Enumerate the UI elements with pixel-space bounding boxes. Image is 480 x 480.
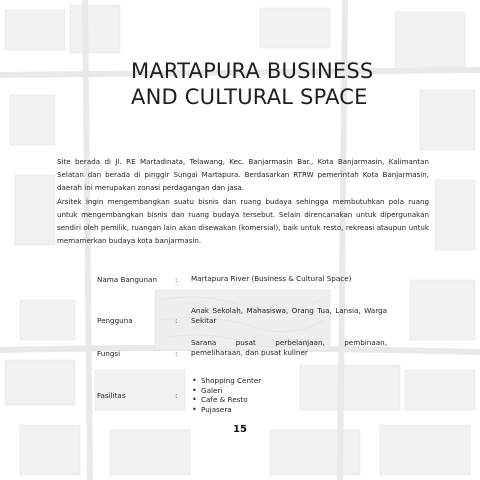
info-row-fungsi [97,338,387,358]
info-value: Anak Sekolah, Mahasiswa, Orang Tua, Lansia, Warga Sekitar [191,306,387,325]
info-value: Martapura River (Business & Cultural Space) [191,274,352,283]
info-row-fasilitas [97,376,387,414]
info-separator: : [175,390,178,400]
info-label: Nama Bangunan [97,274,157,284]
info-row-nama-bangunan [97,274,387,284]
facilities-list [191,376,387,414]
info-label: Fungsi [97,348,121,358]
facility-item: • Galeri [191,386,387,396]
info-separator: : [175,274,178,284]
facility-item: • Pujasera [191,405,387,415]
info-separator: : [175,315,178,325]
description-paragraph: Arsitek ingin mengembangkan suatu bisnis dan ruang budaya sehingga membutuhkan pola ruang untuk mengembangkan bisnis dan ruang budaya tersebut. Selain direncanakan untuk dipergunakan sendiri oleh pemilik, ruangan lain akan disewakan (komersial), baik untuk resto, rekreasi ataupun untuk memamerkan budaya kota banjarmasin. [57,196,429,246]
page-number: 15 [233,424,247,435]
info-separator: : [175,348,178,358]
site-description [57,155,429,247]
info-label: Pengguna [97,315,133,325]
page-title: MARTAPURA BUSINESS AND CULTURAL SPACE [131,59,374,109]
facility-item: • Cafe & Resto [191,395,387,405]
info-label: Fasilitas [97,390,126,400]
info-value: Sarana pusat perbelanjaan, pembinaan, pemeliharaan, dan pusat kuliner [191,338,387,357]
info-row-pengguna [97,306,387,326]
description-paragraph: Site berada di Jl. RE Martadinata, Telawang, Kec. Banjarmasin Bar., Kota Banjarmasin, Kalimantan Selatan dan berada di pinggir Sungai Martapura. Berdasarkan RTRW pemerintah Kota Banjarmasin, daerah ini merupakan zonasi perdagangan dan jasa. [57,157,429,193]
facility-item: • Shopping Center [191,376,387,386]
